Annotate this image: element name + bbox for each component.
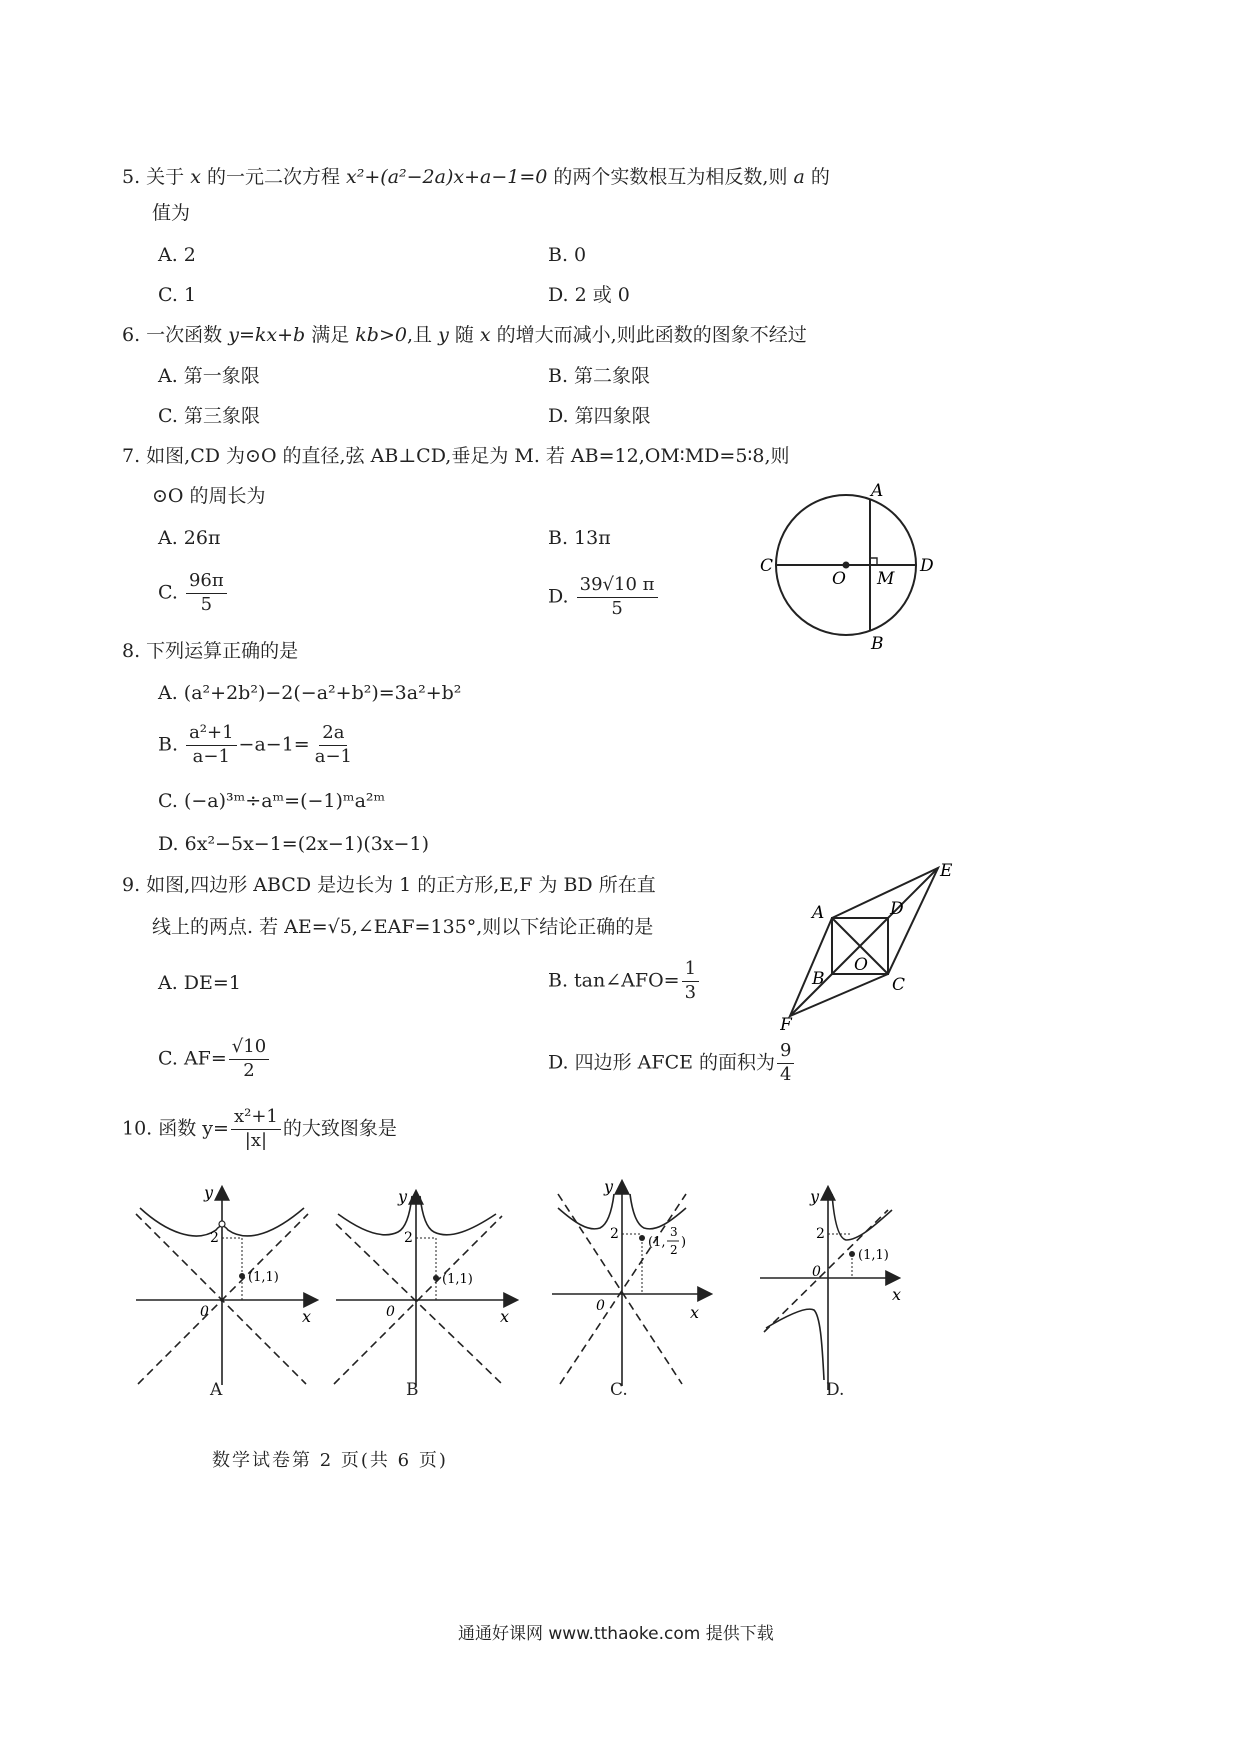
- point-1-1: [849, 1251, 855, 1257]
- q6-option-a: A. 第一象限: [158, 365, 260, 387]
- q6-option-d: D. 第四象限: [548, 405, 651, 427]
- point-label: (1,1): [248, 1270, 279, 1285]
- q7-option-c: C. $\frac{96\pi}{5}$: [158, 572, 229, 615]
- point-label-num: 3: [670, 1225, 678, 1239]
- graph-a-label: A: [210, 1380, 223, 1400]
- q6-option-b: B. 第二象限: [548, 365, 651, 387]
- q7-stem-line2: ⊙O 的周长为: [152, 485, 266, 507]
- point-1-1: [433, 1275, 439, 1281]
- label-e: E: [940, 862, 953, 881]
- label-a: A: [812, 903, 825, 923]
- q9-option-b: B. tan∠AFO= $\frac{1}{3}$: [548, 960, 701, 1003]
- point-label: (1,1): [442, 1272, 473, 1287]
- q7-c-numerator: 96π: [186, 572, 227, 594]
- q5-stem-line2: 值为: [152, 202, 191, 224]
- point-label: (1,1): [858, 1248, 889, 1263]
- x-axis-label: x: [500, 1307, 510, 1326]
- y-axis-label: y: [604, 1177, 614, 1196]
- curve-right: [420, 1196, 496, 1235]
- q8-stem: 8. 下列运算正确的是: [122, 640, 299, 662]
- q10-graph-c: [548, 1174, 748, 1400]
- q10-graph-d: [760, 1180, 960, 1400]
- label-m: M: [877, 569, 895, 589]
- q7-option-a: A. 26π: [158, 527, 221, 549]
- footer-download-note: 通通好课网 www.tthaoke.com 提供下载: [458, 1624, 774, 1644]
- label-o: O: [854, 955, 868, 975]
- q7-circle-figure: [760, 482, 940, 652]
- q8-option-a: A. (a²+2b²)−2(−a²+b²)=3a²+b²: [158, 682, 462, 704]
- q9-option-c: C. AF= $\frac{√10}{2}$: [158, 1038, 271, 1081]
- label-o: O: [832, 569, 846, 589]
- center-point-o: [843, 562, 850, 569]
- q9-option-a: A. DE=1: [158, 972, 241, 994]
- asymptote-neg: [136, 1214, 306, 1384]
- label-d: D: [890, 899, 904, 919]
- q7-d-denominator: 5: [611, 597, 623, 619]
- tick-label-2: 2: [404, 1230, 413, 1246]
- curve-right: [832, 1194, 892, 1240]
- q9-option-d: D. 四边形 AFCE 的面积为 $\frac{9}{4}$: [548, 1042, 796, 1085]
- graph-b-label: B: [406, 1380, 419, 1400]
- origin-label: 0: [386, 1304, 395, 1320]
- q10-stem: 10. 函数 y= $\frac{\text{x²+1}}{|x|}$ 的大致图象是: [122, 1106, 397, 1151]
- point-label-den: 2: [670, 1243, 678, 1257]
- origin-label: 0: [596, 1298, 605, 1314]
- point-label-prefix: (1,: [648, 1235, 666, 1250]
- origin-label: 0: [812, 1264, 821, 1280]
- q5-stem-line1: 5. 关于 x 的一元二次方程 x²+(a²−2a)x+a−1=0 的两个实数根互为相反数,则 a 的: [122, 166, 830, 188]
- x-axis-label: x: [892, 1285, 902, 1304]
- q6-option-c: C. 第三象限: [158, 405, 260, 427]
- q8-option-b: B. $\frac{\text{a²+1}}{a-1}$ −a−1= $\frac{2a}{a-1}$: [158, 722, 352, 767]
- q7-option-d: D. $\frac{39√10 \pi}{5}$: [548, 576, 660, 619]
- tick-label-2: 2: [816, 1226, 825, 1242]
- right-angle-mark: [870, 558, 877, 565]
- y-axis-label: y: [810, 1187, 820, 1206]
- point-1-1: [239, 1273, 245, 1279]
- x-axis-label: x: [690, 1303, 700, 1322]
- label-a: A: [871, 482, 884, 501]
- graph-c-label: C.: [610, 1380, 628, 1400]
- label-b: B: [871, 634, 884, 652]
- q7-c-denominator: 5: [200, 593, 213, 615]
- q8-option-d: D. 6x²−5x−1=(2x−1)(3x−1): [158, 833, 429, 855]
- label-b: B: [812, 969, 825, 989]
- q7-option-b: B. 13π: [548, 527, 611, 549]
- label-c: C: [892, 975, 906, 995]
- q9-stem-line2: 线上的两点. 若 AE=√5,∠EAF=135°,则以下结论正确的是: [152, 916, 654, 938]
- q5-option-b: B. 0: [548, 244, 587, 266]
- y-axis-label: y: [204, 1183, 214, 1202]
- open-point: [219, 1221, 225, 1227]
- q9-stem-line1: 9. 如图,四边形 ABCD 是边长为 1 的正方形,E,F 为 BD 所在直: [122, 874, 656, 896]
- label-d: D: [920, 556, 934, 576]
- asymptote-neg: [336, 1224, 502, 1384]
- x-axis-label: x: [302, 1307, 312, 1326]
- graph-d-label: D.: [826, 1380, 845, 1400]
- segment-bf: [790, 974, 832, 1016]
- q6-stem: 6. 一次函数 y=kx+b 满足 kb>0,且 y 随 x 的增大而减小,则此函数的图象不经过: [122, 324, 807, 346]
- q5-option-c: C. 1: [158, 284, 197, 306]
- tick-label-2: 2: [610, 1226, 619, 1242]
- asymptote-pos: [138, 1214, 308, 1384]
- q8-option-c: C. (−a)³ᵐ÷aᵐ=(−1)ᵐa²ᵐ: [158, 790, 386, 812]
- q7-stem-line1: 7. 如图,CD 为⊙O 的直径,弦 AB⊥CD,垂足为 M. 若 AB=12,OM∶MD=5∶8,则: [122, 445, 790, 467]
- q5-option-a: A. 2: [158, 244, 196, 266]
- point-1-3-2: [639, 1235, 645, 1241]
- curve-left: [558, 1194, 614, 1229]
- label-c: C: [760, 556, 774, 576]
- q10-graph-a: [126, 1180, 326, 1400]
- point-label-suffix: ): [681, 1235, 687, 1250]
- q7-d-numerator: 39√10 π: [577, 576, 658, 598]
- origin-label: 0: [200, 1304, 209, 1320]
- label-f: F: [780, 1015, 792, 1034]
- page-number: 数学试卷第 2 页(共 6 页): [212, 1450, 448, 1471]
- y-axis-label: y: [398, 1187, 408, 1206]
- q9-square-figure: [780, 862, 960, 1034]
- q10-graph-b: [330, 1180, 530, 1400]
- curve-right: [630, 1194, 686, 1229]
- q5-option-d: D. 2 或 0: [548, 284, 630, 306]
- tick-label-2: 2: [210, 1230, 219, 1246]
- curve-left: [766, 1309, 824, 1380]
